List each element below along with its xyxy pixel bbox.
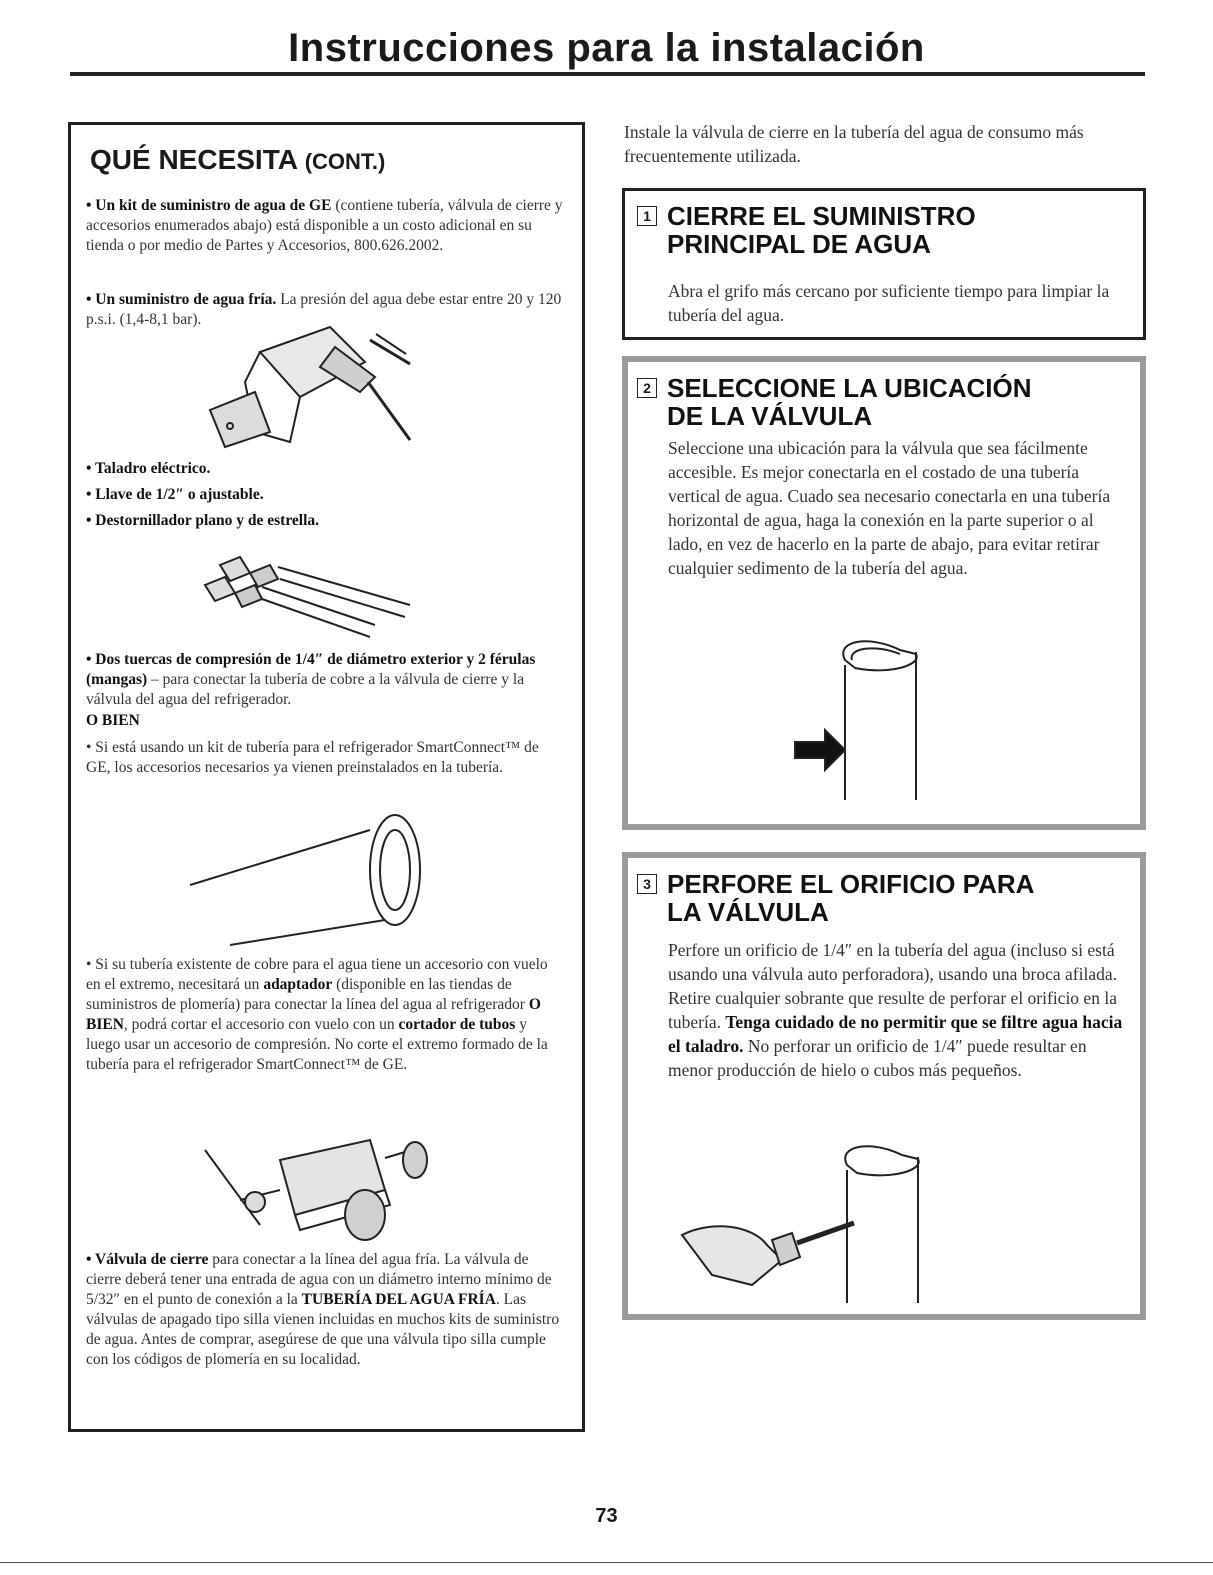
heading-main: QUÉ NECESITA — [90, 144, 297, 175]
intro-paragraph: Instale la válvula de cierre en la tubería del agua de consumo más frecuentemente utilizada. — [624, 122, 1084, 166]
step3-number: 3 — [637, 874, 657, 894]
flared-tube-illustration — [180, 810, 440, 950]
step2-text: Seleccione una ubicación para la válvula que sea fácilmente accesible. Es mejor conectarla en el costado de una tubería vertical de agua. Cuado sea necesario conectarla en una tubería horizontal de agua, haga la conexión en la parte superior o al lado, en vez de hacerlo en la parte de abajo, para evitar retirar cualquier sedimento de la tubería del agua. — [668, 438, 1111, 578]
kit-paragraph — [86, 196, 566, 256]
what-you-need-heading — [90, 144, 385, 176]
flare-text-2: (disponible en las tiendas de suministros de plomería) para conectar la línea del agua al refrigerador — [86, 976, 529, 1013]
valve-bold-2: TUBERÍA DEL AGUA FRÍA — [301, 1291, 496, 1308]
tool-screwdriver: • Destornillador plano y de estrella. — [86, 512, 320, 529]
step3-text-a: Perfore un orificio de 1/4″ en la tubería del agua (incluso si está usando una válvula auto perforadora), usando una broca afilada. Retire cualquier sobrante que resulte de perforar el orificio en la tubería. — [668, 940, 1117, 1032]
compression-nuts-illustration — [200, 545, 430, 645]
step2-number: 2 — [637, 378, 657, 398]
flare-text-1: • Si su tubería existente de cobre para el agua tiene un accesorio con vuelo en el extremo, necesitará un — [86, 956, 548, 993]
bottom-rule — [0, 1562, 1213, 1563]
cold-bold: • Un suministro de agua fría. — [86, 291, 277, 308]
tool-drill: • Taladro eléctrico. — [86, 460, 211, 477]
page-title: Instrucciones para la instalación — [288, 26, 925, 70]
kit-text: (contiene tubería, válvula de cierre y accesorios enumerados abajo) está disponible a un costo adicional en su tienda o por medio de Partes y Accesorios, 800.626.2002. — [86, 197, 563, 254]
step3-heading — [667, 870, 1034, 926]
title-rule — [70, 72, 1145, 76]
flare-bold-3: cortador de tubos — [398, 1016, 516, 1033]
step2-title-2: DE LA VÁLVULA — [667, 401, 873, 431]
drill-illustration — [200, 322, 430, 452]
step3-text-c: No perforar un orificio de 1/4″ puede resultar en menor producción de hielo o cubos más pequeños. — [668, 1036, 1087, 1080]
heading-cont: (CONT.) — [304, 149, 386, 174]
drilling-pipe-illustration — [672, 1135, 972, 1305]
valve-bold-1: • Válvula de cierre — [86, 1251, 209, 1268]
flare-text-4: y luego usar un accesorio de compresión. No corte el extremo formado de la tubería para el refrigerador SmartConnect™ de GE. — [86, 1016, 548, 1073]
step3-text-bold: Tenga cuidado de no permitir que se filtre agua hacia el taladro. — [668, 1012, 1123, 1056]
or-label: O BIEN — [86, 712, 140, 729]
flare-paragraph — [86, 955, 556, 1075]
vertical-pipe-illustration — [790, 630, 930, 810]
step1-text: Abra el grifo más cercano por suficiente tiempo para limpiar la tubería del agua. — [668, 281, 1110, 325]
nuts-paragraph — [86, 650, 566, 710]
valve-text-2: . Las válvulas de apagado tipo silla vienen incluidas en muchos kits de suministro de agua. Antes de comprar, asegúrese de que una válvula tipo silla cumple con los códigos de plomería en su localidad. — [86, 1291, 560, 1368]
step2-heading — [667, 374, 1032, 430]
valve-text-1: para conectar a la línea del agua fría. La válvula de cierre deberá tener una entrada de agua con un diámetro interno mínimo de 5/32″ en el punto de conexión a la — [86, 1251, 552, 1308]
step3-title-1: PERFORE EL ORIFICIO PARA — [667, 869, 1035, 899]
kit-bold: • Un kit de suministro de agua de GE — [86, 197, 332, 214]
step3-text — [668, 938, 1128, 1082]
step1-number: 1 — [637, 206, 657, 226]
step3-title-2: LA VÁLVULA — [667, 897, 829, 927]
smartconnect-paragraph: • Si está usando un kit de tubería para el refrigerador SmartConnect™ de GE, los accesorios necesarios ya vienen preinstalados en la tubería. — [86, 739, 539, 776]
step1-title-2: PRINCIPAL DE AGUA — [667, 229, 931, 259]
flare-text-3: , podrá cortar el accesorio con vuelo con un — [123, 1016, 399, 1033]
flare-bold-1: adaptador — [263, 976, 333, 993]
step1-title-1: CIERRE EL SUMINISTRO — [667, 201, 976, 231]
page-number: 73 — [595, 1505, 618, 1527]
flare-bold-2: O BIEN — [86, 996, 541, 1033]
step2-title-1: SELECCIONE LA UBICACIÓN — [667, 373, 1032, 403]
valve-paragraph — [86, 1250, 566, 1370]
nuts-text: – para conectar la tubería de cobre a la válvula de cierre y la válvula del agua del refrigerador. — [86, 671, 525, 708]
nuts-bold: • Dos tuercas de compresión de 1/4″ de diámetro exterior y 2 férulas (mangas) — [86, 651, 536, 688]
shutoff-valve-illustration — [200, 1130, 440, 1245]
tool-wrench: • Llave de 1/2″ o ajustable. — [86, 486, 264, 503]
cold-text: La presión del agua debe estar entre 20 y 120 p.s.i. (1,4-8,1 bar). — [86, 291, 562, 328]
step1-heading — [667, 202, 976, 258]
